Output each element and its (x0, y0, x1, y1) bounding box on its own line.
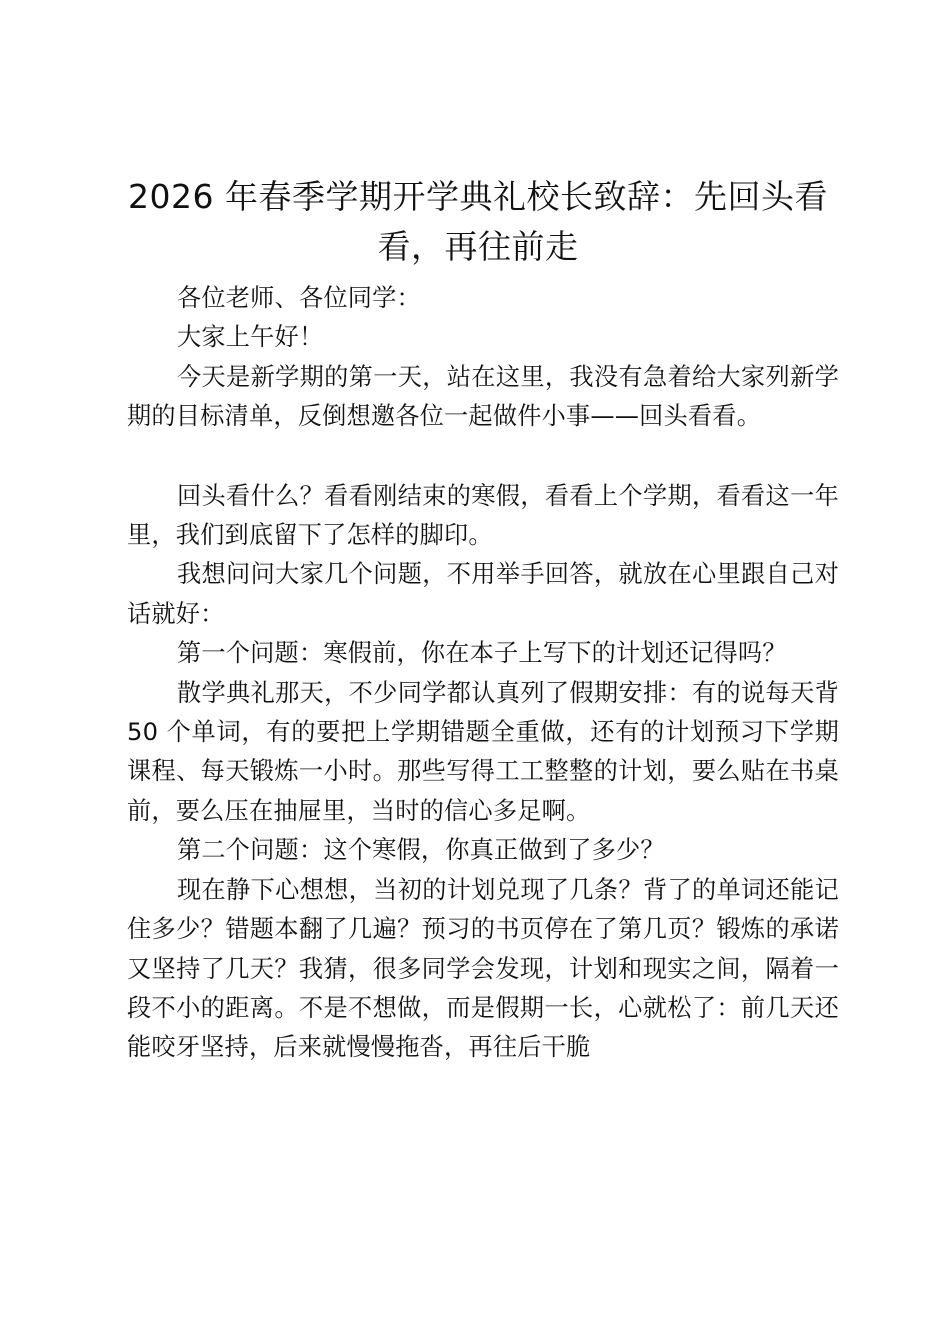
question-one-paragraph: 第一个问题：寒假前，你在本子上写下的计划还记得吗？ (177, 639, 787, 668)
speech-body (127, 279, 839, 1068)
questions-intro-paragraph: 我想问问大家几个问题，不用举手回答，就放在心里跟自己对话就好： (127, 560, 839, 628)
opening-paragraph: 今天是新学期的第一天，站在这里，我没有急着给大家列新学期的目标清单，反倒想邀各位一起做件小事——回头看看。 (127, 362, 839, 431)
look-back-paragraph: 回头看什么？看看刚结束的寒假，看看上个学期，看看这一年里，我们到底留下了怎样的脚印。 (127, 481, 839, 550)
greeting-paragraph: 大家上午好！ (177, 323, 324, 352)
question-two-paragraph: 第二个问题：这个寒假，你真正做到了多少？ (177, 836, 665, 865)
speech-title: 2026 年春季学期开学典礼校长致辞：先回头看看，再往前走 (128, 177, 828, 266)
salutation-paragraph: 各位老师、各位同学： (177, 284, 421, 312)
plans-description-paragraph: 散学典礼那天，不少同学都认真列了假期安排：有的说每天背 50 个单词，有的要把上学期错题全重做，还有的计划预习下学期课程、每天锻炼一小时。那些写得工工整整的计划，要么贴在书桌前，要么压在抽屉里，当时的信心多足啊。 (127, 678, 839, 825)
reflection-paragraph: 现在静下心想想，当初的计划兑现了几条？背了的单词还能记住多少？错题本翻了几遍？预习的书页停在了第几页？锻炼的承诺又坚持了几天？我猜，很多同学会发现，计划和现实之间，隔着一段不小的距离。不是不想做，而是假期一长，心就松了：前几天还能咬牙坚持，后来就慢慢拖沓，再往后干脆 (127, 875, 839, 1062)
